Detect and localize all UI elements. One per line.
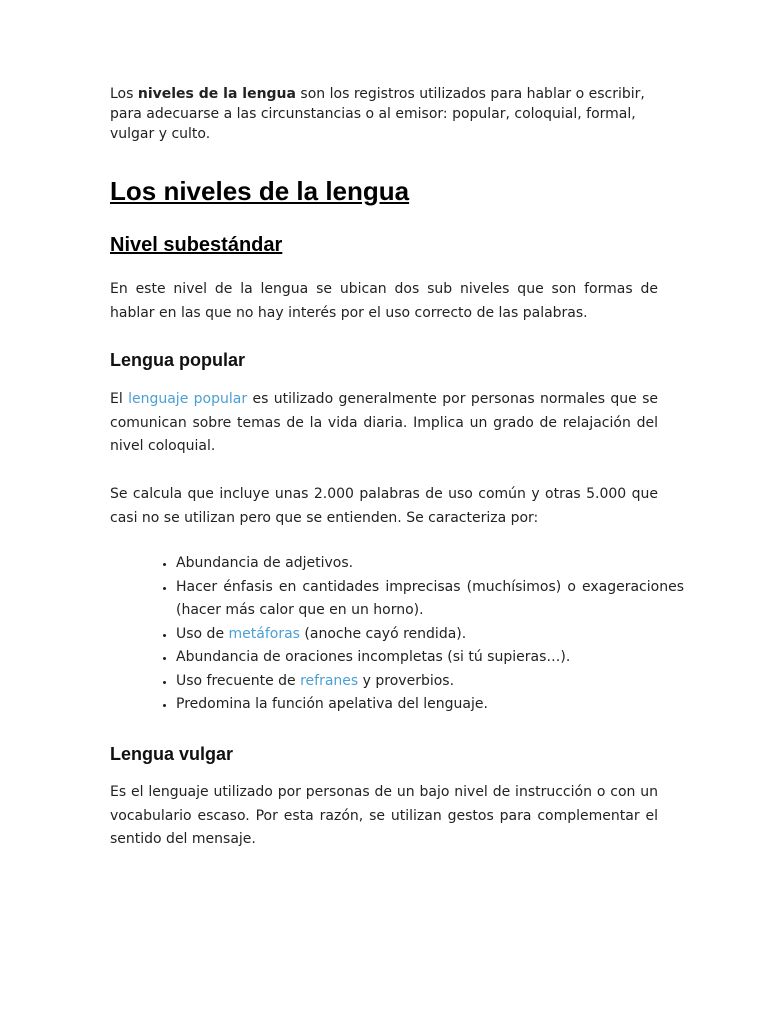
vulgar-paragraph: Es el lenguaje utilizado por personas de un bajo nivel de instrucción o con un vocabulario escaso. Por esta razón, se utilizan gestos para complementar el sentido del mensaje. — [110, 784, 658, 847]
intro-bold-term: niveles de la lengua — [137, 86, 296, 102]
list-item-text: Abundancia de adjetivos. — [176, 555, 354, 571]
characteristics-list — [150, 552, 684, 717]
list-item-text: Uso de — [176, 625, 229, 642]
link-lenguaje-popular[interactable]: lenguaje popular — [128, 391, 248, 407]
list-item — [176, 670, 684, 694]
list-item-text: y proverbios. — [358, 672, 455, 689]
section-heading-popular: Lengua popular — [110, 350, 245, 370]
list-item-text: Abundancia de oraciones incompletas (si tú supieras…). — [176, 649, 571, 665]
section-heading-vulgar: Lengua vulgar — [110, 744, 234, 764]
list-item-text: Hacer énfasis en cantidades imprecisas (muchísimos) o exageraciones (hacer más calor que en un horno). — [176, 578, 684, 618]
list-item — [176, 693, 684, 717]
intro-paragraph — [110, 84, 650, 144]
link-refranes[interactable]: refranes — [300, 672, 359, 689]
section-heading-subestandar: Nivel subestándar — [110, 234, 283, 256]
list-item — [176, 646, 684, 670]
list-item — [176, 576, 684, 623]
intro-text-pre: Los — [110, 86, 138, 102]
popular-paragraph-2: Se calcula que incluye unas 2.000 palabras de uso común y otras 5.000 que casi no se utilizan pero que se entienden. Se caracteriza por: — [110, 486, 658, 526]
list-item — [176, 552, 684, 576]
list-item — [176, 623, 684, 647]
popular-paragraph-1 — [110, 388, 658, 459]
subestandar-paragraph: En este nivel de la lengua se ubican dos sub niveles que son formas de hablar en las que no hay interés por el uso correcto de las palabras. — [110, 281, 658, 321]
intro-text-post: son los registros utilizados para hablar o escribir, para adecuarse a las circunstancias o al emisor: popular, coloquial, formal, vulgar y culto. — [110, 86, 645, 142]
list-item-text: (anoche cayó rendida). — [299, 625, 467, 642]
document-title: Los niveles de la lengua — [110, 176, 410, 206]
list-item-text: Predomina la función apelativa del lenguaje. — [176, 696, 488, 712]
popular-p1-pre: El — [110, 391, 129, 407]
list-item-text: Uso frecuente de — [176, 672, 301, 689]
link-metaforas[interactable]: metáforas — [228, 625, 300, 642]
popular-p1-post: es utilizado generalmente por personas normales que se comunican sobre temas de la vida diaria. Implica un grado de relajación del nivel coloquial. — [110, 391, 659, 454]
